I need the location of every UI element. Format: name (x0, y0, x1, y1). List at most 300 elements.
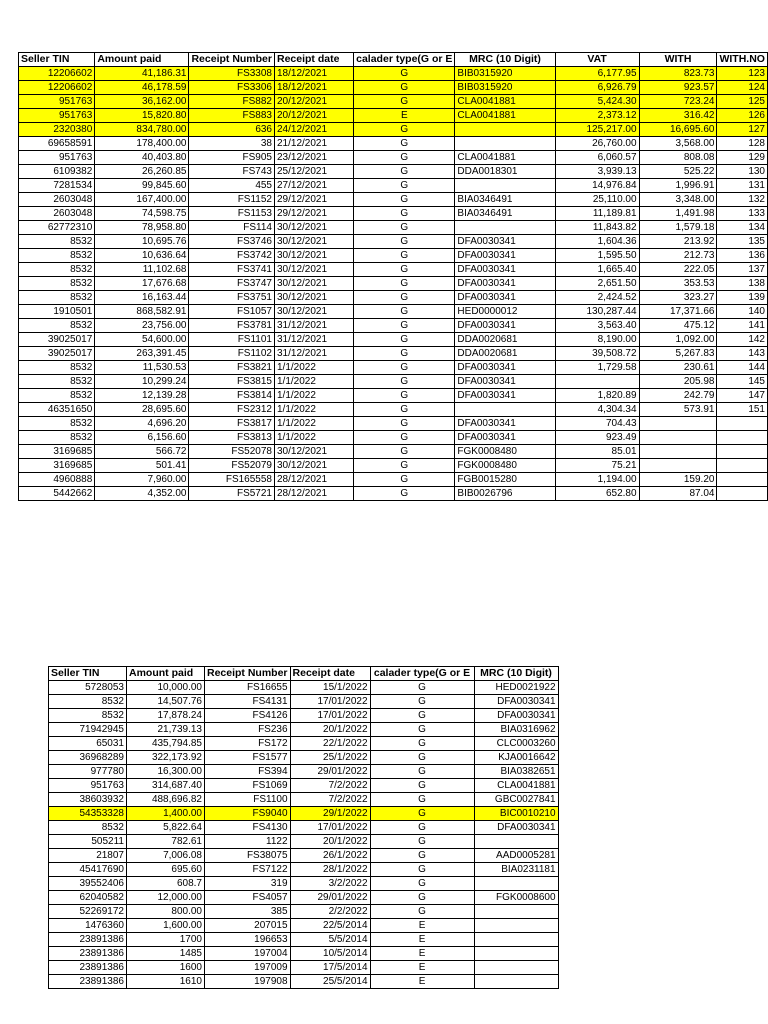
table-cell: BIB0026796 (455, 487, 555, 501)
table-cell: 1,604.36 (555, 235, 639, 249)
table-cell: HED0021922 (474, 681, 558, 695)
table-cell: FS52078 (189, 445, 275, 459)
table-cell: 23,756.00 (95, 319, 189, 333)
table-cell: 130 (717, 165, 768, 179)
table-cell: 3169685 (19, 445, 95, 459)
table-row (49, 779, 559, 793)
table-cell: 159.20 (639, 473, 717, 487)
table-cell: G (370, 863, 474, 877)
column-header: Receipt Number (189, 53, 275, 67)
table-row (49, 793, 559, 807)
table-cell: 18/12/2021 (275, 67, 354, 81)
table-cell: 800.00 (127, 905, 205, 919)
table-cell: 525.22 (639, 165, 717, 179)
table-cell: 8532 (49, 821, 127, 835)
table-cell: 41,186.31 (95, 67, 189, 81)
table-cell: 28/12/2021 (275, 487, 354, 501)
column-header: Receipt date (275, 53, 354, 67)
table-cell: G (354, 403, 455, 417)
table-cell: 16,163.44 (95, 291, 189, 305)
table-cell: G (370, 709, 474, 723)
table-cell: 30/12/2021 (275, 291, 354, 305)
table-cell: 23891386 (49, 961, 127, 975)
table-row (19, 67, 768, 81)
table-cell: 782.61 (127, 835, 205, 849)
table-cell: 1/1/2022 (275, 375, 354, 389)
table-cell: DFA0030341 (455, 235, 555, 249)
table-cell: FGK0008600 (474, 891, 558, 905)
table-row (49, 709, 559, 723)
table-cell: 197908 (205, 975, 291, 989)
table-cell: 4,352.00 (95, 487, 189, 501)
table-cell: 38603932 (49, 793, 127, 807)
table-row (19, 445, 768, 459)
table-cell: 2603048 (19, 193, 95, 207)
table-cell: G (354, 291, 455, 305)
table-cell: 951763 (19, 151, 95, 165)
table-row (19, 179, 768, 193)
table-cell: 1476360 (49, 919, 127, 933)
table-cell: 1,194.00 (555, 473, 639, 487)
table-cell: 23891386 (49, 975, 127, 989)
table-cell: 704.43 (555, 417, 639, 431)
table-cell: 62040582 (49, 891, 127, 905)
table-row (19, 109, 768, 123)
table-row (19, 375, 768, 389)
table-cell: 22/1/2022 (290, 737, 370, 751)
table-cell (474, 961, 558, 975)
table-cell: 8532 (19, 431, 95, 445)
table-cell: 8532 (19, 389, 95, 403)
table-cell: FS114 (189, 221, 275, 235)
table1-body (19, 67, 768, 501)
table-cell: 8,190.00 (555, 333, 639, 347)
table-cell: 11,843.82 (555, 221, 639, 235)
table-row (49, 961, 559, 975)
table-cell: 62772310 (19, 221, 95, 235)
table-cell: 353.53 (639, 277, 717, 291)
table-row (19, 333, 768, 347)
table-row (19, 291, 768, 305)
withholding-table-1 (18, 52, 768, 501)
table-row (19, 389, 768, 403)
table-cell: 951763 (19, 109, 95, 123)
table-cell: 135 (717, 235, 768, 249)
table-cell: FS3821 (189, 361, 275, 375)
table-cell: 5/5/2014 (290, 933, 370, 947)
table-cell: DFA0030341 (474, 821, 558, 835)
table-cell: 17,878.24 (127, 709, 205, 723)
table-cell (474, 947, 558, 961)
table-cell: 8532 (49, 709, 127, 723)
table-row (19, 277, 768, 291)
table-cell: FS3817 (189, 417, 275, 431)
table-row (19, 431, 768, 445)
column-header: Receipt date (290, 667, 370, 681)
table-row (49, 681, 559, 695)
table-cell: 8532 (19, 319, 95, 333)
table-cell: 1700 (127, 933, 205, 947)
table-cell: 21,739.13 (127, 723, 205, 737)
table-row (49, 975, 559, 989)
table-cell: 15,820.80 (95, 109, 189, 123)
table-row (49, 863, 559, 877)
table-row (49, 723, 559, 737)
table-cell: 54353328 (49, 807, 127, 821)
table-cell: 923.57 (639, 81, 717, 95)
table-cell: FS3747 (189, 277, 275, 291)
table-row (19, 235, 768, 249)
table-cell: DFA0030341 (455, 431, 555, 445)
table-cell: 1,092.00 (639, 333, 717, 347)
table-row (19, 81, 768, 95)
table-cell: 7,960.00 (95, 473, 189, 487)
table-cell: 263,391.45 (95, 347, 189, 361)
table-cell: G (370, 849, 474, 863)
table-cell: 6,156.60 (95, 431, 189, 445)
table-cell: FS1100 (205, 793, 291, 807)
table-cell: FS4057 (205, 891, 291, 905)
table-cell: 140 (717, 305, 768, 319)
table-cell: 7,006.08 (127, 849, 205, 863)
table-cell: 125 (717, 95, 768, 109)
table-cell (455, 403, 555, 417)
table-cell: 99,845.60 (95, 179, 189, 193)
table-cell: G (370, 877, 474, 891)
table-cell: 29/12/2021 (275, 207, 354, 221)
table-cell: G (370, 835, 474, 849)
table-row (19, 417, 768, 431)
table-cell: 455 (189, 179, 275, 193)
table-cell: FS3306 (189, 81, 275, 95)
table-cell (717, 459, 768, 473)
table-cell: 6,926.79 (555, 81, 639, 95)
table-cell: 147 (717, 389, 768, 403)
table-cell: 652.80 (555, 487, 639, 501)
table-cell: 3,568.00 (639, 137, 717, 151)
table-cell: G (370, 751, 474, 765)
table-cell: 130,287.44 (555, 305, 639, 319)
table-cell: 30/12/2021 (275, 249, 354, 263)
column-header: VAT (555, 53, 639, 67)
table-cell: 5,267.83 (639, 347, 717, 361)
table-cell: 1/1/2022 (275, 361, 354, 375)
table-cell: 22/5/2014 (290, 919, 370, 933)
table-cell (474, 933, 558, 947)
table-cell: 11,530.53 (95, 361, 189, 375)
table-cell: 723.24 (639, 95, 717, 109)
table-row (49, 695, 559, 709)
table-cell: 39552406 (49, 877, 127, 891)
table-cell: FS52079 (189, 459, 275, 473)
table-cell: 75.21 (555, 459, 639, 473)
table-cell: 1/1/2022 (275, 403, 354, 417)
table-row (49, 737, 559, 751)
table-cell: 951763 (19, 95, 95, 109)
table-cell: 197009 (205, 961, 291, 975)
table-cell: 21807 (49, 849, 127, 863)
table-cell: 134 (717, 221, 768, 235)
table-cell: 12,139.28 (95, 389, 189, 403)
table-cell: 10,636.64 (95, 249, 189, 263)
table-cell: 1,595.50 (555, 249, 639, 263)
table-cell (455, 221, 555, 235)
table-cell: DDA0018301 (455, 165, 555, 179)
table-cell: 196653 (205, 933, 291, 947)
table-cell: 20/1/2022 (290, 835, 370, 849)
table-cell: 28,695.60 (95, 403, 189, 417)
table-row (19, 347, 768, 361)
table-cell: G (354, 193, 455, 207)
table-cell: 8532 (19, 235, 95, 249)
table-cell: 213.92 (639, 235, 717, 249)
table-row (19, 319, 768, 333)
table-cell: 316.42 (639, 109, 717, 123)
column-header: Receipt Number (205, 667, 291, 681)
table-cell: 125,217.00 (555, 123, 639, 137)
table-cell: FS3813 (189, 431, 275, 445)
table-cell: G (354, 249, 455, 263)
table-cell: FS3781 (189, 319, 275, 333)
table-cell: 144 (717, 361, 768, 375)
table-cell: 126 (717, 109, 768, 123)
table-cell: 46351650 (19, 403, 95, 417)
table-cell: 23891386 (49, 933, 127, 947)
table-cell: G (354, 347, 455, 361)
table-cell: 30/12/2021 (275, 459, 354, 473)
table-cell: 501.41 (95, 459, 189, 473)
table-cell: 4,304.34 (555, 403, 639, 417)
table-cell: 11,189.81 (555, 207, 639, 221)
table-cell: 129 (717, 151, 768, 165)
table-cell: 138 (717, 277, 768, 291)
table-cell: 139 (717, 291, 768, 305)
table-cell: 1610 (127, 975, 205, 989)
table-cell: 39025017 (19, 333, 95, 347)
table-cell: 4960888 (19, 473, 95, 487)
table-cell: 808.08 (639, 151, 717, 165)
table-cell: 27/12/2021 (275, 179, 354, 193)
table-cell: G (354, 277, 455, 291)
table-cell: 323.27 (639, 291, 717, 305)
table-cell: G (370, 765, 474, 779)
table-cell: 205.98 (639, 375, 717, 389)
table-cell: 30/12/2021 (275, 305, 354, 319)
table-cell: G (354, 207, 455, 221)
table-cell: 136 (717, 249, 768, 263)
table-cell: 12206602 (19, 81, 95, 95)
table-cell (474, 877, 558, 891)
table-cell (555, 375, 639, 389)
table-cell: FGB0015280 (455, 473, 555, 487)
table-cell: 1,491.98 (639, 207, 717, 221)
table-row (19, 193, 768, 207)
table-row (49, 807, 559, 821)
table-cell: 24/12/2021 (275, 123, 354, 137)
table-cell: FS4131 (205, 695, 291, 709)
table-cell: 20/1/2022 (290, 723, 370, 737)
table-cell: E (370, 933, 474, 947)
table-cell: 5728053 (49, 681, 127, 695)
table-cell: FS7122 (205, 863, 291, 877)
table-cell: G (354, 305, 455, 319)
table-cell: 3,563.40 (555, 319, 639, 333)
table-cell: 52269172 (49, 905, 127, 919)
table-cell: 2603048 (19, 207, 95, 221)
table-row (19, 221, 768, 235)
table-cell: DDA0020681 (455, 347, 555, 361)
table-row (49, 849, 559, 863)
table-cell: 197004 (205, 947, 291, 961)
table-cell: 137 (717, 263, 768, 277)
table-cell: E (370, 947, 474, 961)
table-cell: 17/5/2014 (290, 961, 370, 975)
table-cell: 17,371.66 (639, 305, 717, 319)
table-cell: G (354, 221, 455, 235)
table-cell: 29/01/2022 (290, 891, 370, 905)
table-cell: G (354, 445, 455, 459)
table-cell: 30/12/2021 (275, 263, 354, 277)
table-cell: E (354, 109, 455, 123)
table-cell: AAD0005281 (474, 849, 558, 863)
table-cell: 1,820.89 (555, 389, 639, 403)
table-cell: HED0000012 (455, 305, 555, 319)
table-cell: 39025017 (19, 347, 95, 361)
table-cell: 977780 (49, 765, 127, 779)
table-cell: DFA0030341 (455, 361, 555, 375)
table-cell: 6,060.57 (555, 151, 639, 165)
table-cell: 7/2/2022 (290, 793, 370, 807)
table-cell: DFA0030341 (474, 695, 558, 709)
table-cell (717, 431, 768, 445)
table-cell: 151 (717, 403, 768, 417)
table-cell: GBC0027841 (474, 793, 558, 807)
table-cell: 21/12/2021 (275, 137, 354, 151)
table-cell: CLC0003260 (474, 737, 558, 751)
table-cell: DFA0030341 (455, 319, 555, 333)
table-row (19, 459, 768, 473)
table-cell: FS3746 (189, 235, 275, 249)
table-cell: 10,695.76 (95, 235, 189, 249)
table-cell: FS2312 (189, 403, 275, 417)
table-cell: 8532 (19, 361, 95, 375)
table-cell: G (354, 165, 455, 179)
table1-header-row (19, 53, 768, 67)
table-cell: 314,687.40 (127, 779, 205, 793)
table-cell: G (370, 891, 474, 905)
table-cell: FS882 (189, 95, 275, 109)
table-cell: G (354, 361, 455, 375)
table-cell: 834,780.00 (95, 123, 189, 137)
table-cell: 74,598.75 (95, 207, 189, 221)
table-cell: FS3308 (189, 67, 275, 81)
table-cell: 7/2/2022 (290, 779, 370, 793)
table-cell: 71942945 (49, 723, 127, 737)
table-cell: 30/12/2021 (275, 221, 354, 235)
table-row (49, 933, 559, 947)
table-cell: 28/12/2021 (275, 473, 354, 487)
table-cell: 18/12/2021 (275, 81, 354, 95)
table-cell: 1,400.00 (127, 807, 205, 821)
table-cell (455, 137, 555, 151)
table-cell: FS3814 (189, 389, 275, 403)
table-cell: 8532 (49, 695, 127, 709)
withholding-table-2 (48, 666, 559, 989)
table-cell: 6,177.95 (555, 67, 639, 81)
table-cell: 5442662 (19, 487, 95, 501)
table-cell: 5,822.64 (127, 821, 205, 835)
table-row (49, 765, 559, 779)
table-cell: 38 (189, 137, 275, 151)
table-cell: 435,794.85 (127, 737, 205, 751)
table-cell: 28/1/2022 (290, 863, 370, 877)
table-cell (474, 905, 558, 919)
table-cell: 127 (717, 123, 768, 137)
table-cell: DDA0020681 (455, 333, 555, 347)
table-cell: 1/1/2022 (275, 417, 354, 431)
table-cell: FS9040 (205, 807, 291, 821)
table-cell: 12,000.00 (127, 891, 205, 905)
table-cell: 78,958.80 (95, 221, 189, 235)
table-cell: G (354, 473, 455, 487)
table-cell: G (370, 737, 474, 751)
table-cell: G (354, 235, 455, 249)
table-cell: 2,424.52 (555, 291, 639, 305)
column-header: calader type(G or E (370, 667, 474, 681)
table-cell: BIB0315920 (455, 81, 555, 95)
table-cell: 17/01/2022 (290, 709, 370, 723)
table-cell: G (370, 695, 474, 709)
table-cell: BIA0231181 (474, 863, 558, 877)
table-cell: 1485 (127, 947, 205, 961)
table-cell: 142 (717, 333, 768, 347)
table-cell: G (354, 417, 455, 431)
table-cell: 23891386 (49, 947, 127, 961)
table-cell: FS1152 (189, 193, 275, 207)
table-row (19, 123, 768, 137)
table-cell: 178,400.00 (95, 137, 189, 151)
table-cell: FS38075 (205, 849, 291, 863)
table-cell: 25/5/2014 (290, 975, 370, 989)
table-cell: 319 (205, 877, 291, 891)
table-row (49, 821, 559, 835)
table-cell: 505211 (49, 835, 127, 849)
table-cell: 951763 (49, 779, 127, 793)
table-cell: BIA0346491 (455, 193, 555, 207)
table-cell: 475.12 (639, 319, 717, 333)
table-cell: 69658591 (19, 137, 95, 151)
table-cell: G (370, 807, 474, 821)
table-cell: BIB0315920 (455, 67, 555, 81)
table-cell: G (354, 95, 455, 109)
table-cell (474, 919, 558, 933)
table-cell: 39,508.72 (555, 347, 639, 361)
table-cell: DFA0030341 (455, 249, 555, 263)
table-row (49, 905, 559, 919)
table-cell: 167,400.00 (95, 193, 189, 207)
table-cell: 26,760.00 (555, 137, 639, 151)
table-cell: 1,665.40 (555, 263, 639, 277)
table-cell: G (354, 123, 455, 137)
table-row (19, 151, 768, 165)
table-cell: 322,173.92 (127, 751, 205, 765)
table-cell: BIA0382651 (474, 765, 558, 779)
table-cell: 488,696.82 (127, 793, 205, 807)
table-row (19, 165, 768, 179)
table-cell: 45417690 (49, 863, 127, 877)
table-cell: DFA0030341 (455, 277, 555, 291)
table-cell: 8532 (19, 263, 95, 277)
